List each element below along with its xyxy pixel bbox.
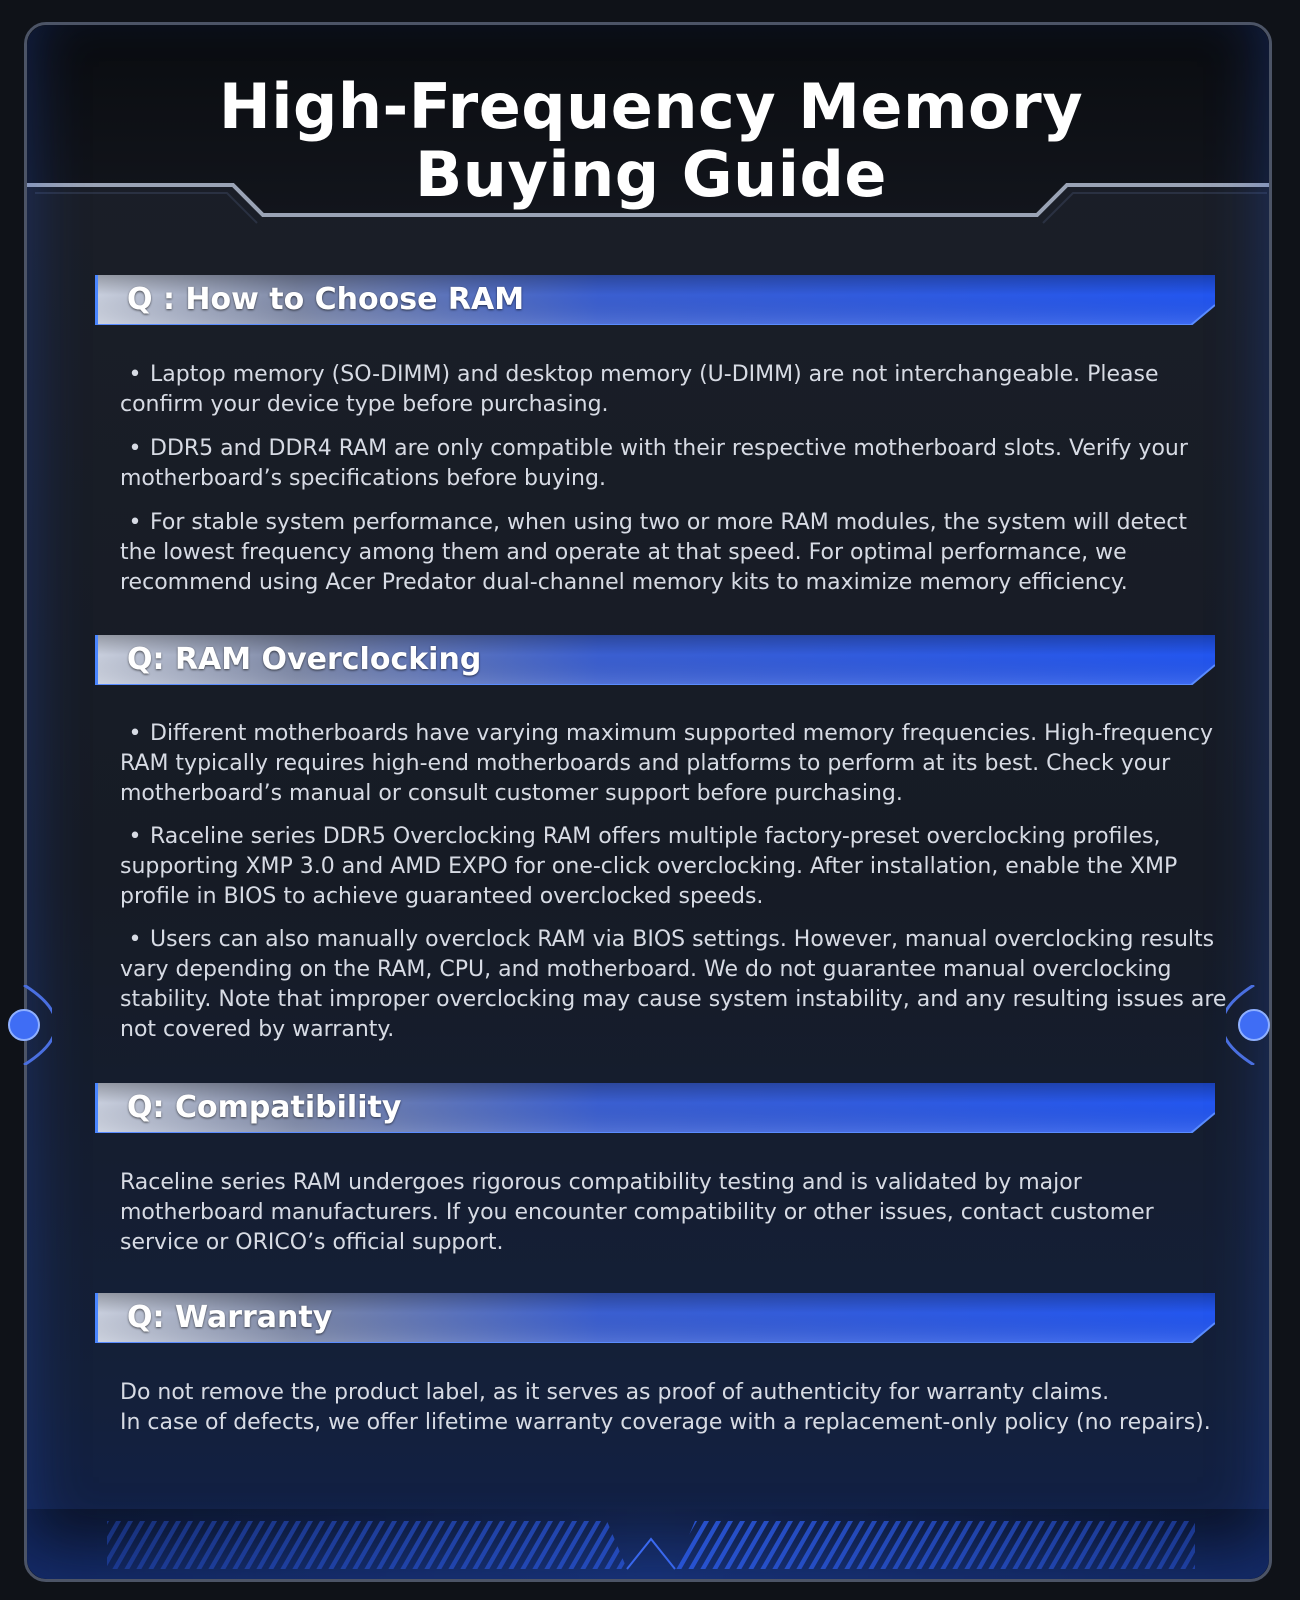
bullet-dot: •: [128, 824, 142, 849]
left-side-knob: [8, 985, 52, 1065]
compatibility-text: Raceline series RAM undergoes rigorous compatibility testing and is validated by major motherboard manufacturers. If you encounter compatibility or other issues, contact customer service or ORICO’s official support.: [120, 1170, 1154, 1255]
title-line-1: High-Frequency Memory: [218, 70, 1084, 143]
warranty-text: [120, 1378, 1230, 1438]
section-heading-text: Q: Compatibility: [127, 1090, 402, 1125]
bullet-item: [120, 925, 1230, 1045]
bullet-item: [120, 822, 1230, 912]
warranty-text-line-1: Do not remove the product label, as it serves as proof of authenticity for warranty claims.: [120, 1380, 1110, 1405]
bullet-dot: •: [128, 721, 142, 746]
bullet-dot: •: [128, 927, 142, 952]
section-heading-text: Q : How to Choose RAM: [127, 282, 525, 317]
bullet-text: Different motherboards have varying maximum supported memory frequencies. High-frequency RAM typically requires high-end motherboards and platforms to perform at its best. Check your motherboard’s manual or consult customer support before purchasing.: [120, 721, 1213, 806]
guide-panel: [24, 22, 1272, 1582]
section-heading-warranty: [95, 1293, 1215, 1343]
section-heading-text: Q: RAM Overclocking: [127, 642, 482, 677]
page-title: [27, 70, 1272, 211]
section-heading-overclocking: [95, 635, 1215, 685]
bullet-item: [120, 434, 1230, 494]
bullet-text: Users can also manually overclock RAM via BIOS settings. However, manual overclocking results vary depending on the RAM, CPU, and motherboard. We do not guarantee manual overclocking stability. Note that improper overclocking may cause system instability, and any resulting issues are not covered by warranty.: [120, 927, 1227, 1042]
bullet-dot: •: [128, 436, 142, 461]
bullet-item: [120, 508, 1230, 598]
section-heading-choose-ram: [95, 275, 1215, 325]
title-line-2: Buying Guide: [415, 138, 887, 211]
bullet-item: [120, 719, 1230, 809]
bullet-text: DDR5 and DDR4 RAM are only compatible with their respective motherboard slots. Verify your motherboard’s specifications before buying.: [120, 436, 1188, 491]
bullet-item: [120, 360, 1230, 420]
warranty-text-line-2: In case of defects, we offer lifetime warranty coverage with a replacement-only policy (no repairs).: [120, 1410, 1211, 1435]
bottom-stripes-decoration: [27, 1509, 1272, 1579]
bullet-dot: •: [128, 510, 142, 535]
section-heading-text: Q: Warranty: [127, 1300, 333, 1335]
right-side-knob: [1226, 985, 1270, 1065]
section-heading-compatibility: [95, 1083, 1215, 1133]
bullet-text: Laptop memory (SO-DIMM) and desktop memory (U-DIMM) are not interchangeable. Please confirm your device type before purchasing.: [120, 362, 1159, 417]
bullet-text: Raceline series DDR5 Overclocking RAM offers multiple factory-preset overclocking profiles, supporting XMP 3.0 and AMD EXPO for one-click overclocking. After installation, enable the XMP profile in BIOS to achieve guaranteed overclocked speeds.: [120, 824, 1178, 909]
bullet-dot: •: [128, 362, 142, 387]
bullet-text: For stable system performance, when using two or more RAM modules, the system will detect the lowest frequency among them and operate at that speed. For optimal performance, we recommend using Acer Predator dual-channel memory kits to maximize memory efficiency.: [120, 510, 1187, 595]
